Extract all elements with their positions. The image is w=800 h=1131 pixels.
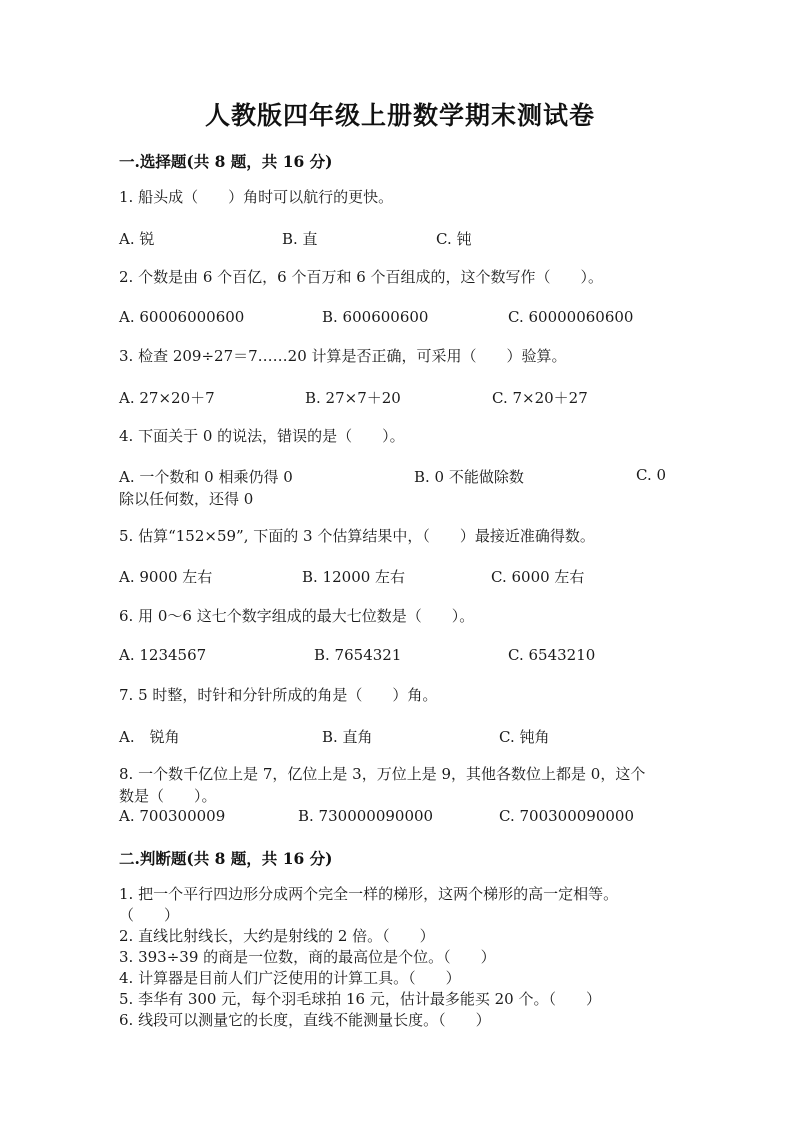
question-7-option-c: C. 钝角 [499, 728, 550, 746]
section-heading-true-false: 二.判断题(共 8 题，共 16 分) [119, 849, 333, 868]
question-5-option-a: A. 9000 左右 [119, 568, 213, 586]
question-6: 6. 用 0～6 这七个数字组成的最大七位数是（ ）。 [119, 607, 475, 625]
question-4-option-c-continued: 除以任何数，还得 0 [119, 490, 254, 508]
question-3-option-c: C. 7×20＋27 [492, 389, 588, 407]
tf-item-6: 6. 线段可以测量它的长度，直线不能测量长度。（ ） [119, 1011, 491, 1029]
tf-item-3: 3. 393÷39 的商是一位数，商的最高位是个位。（ ） [119, 948, 496, 966]
question-4-option-a: A. 一个数和 0 相乘仍得 0 [119, 468, 293, 486]
question-2-option-b: B. 600600600 [322, 308, 429, 326]
question-8-continued: 数是（ ）。 [119, 787, 217, 805]
question-6-option-b: B. 7654321 [314, 646, 402, 664]
question-2: 2. 个数是由 6 个百亿，6 个百万和 6 个百组成的，这个数写作（ ）。 [119, 268, 604, 286]
tf-item-1: 1. 把一个平行四边形分成两个完全一样的梯形，这两个梯形的高一定相等。 [119, 885, 619, 903]
question-8-option-a: A. 700300009 [119, 807, 226, 825]
question-6-option-c: C. 6543210 [508, 646, 596, 664]
question-3-option-a: A. 27×20＋7 [119, 389, 215, 407]
question-2-option-c: C. 60000060600 [508, 308, 634, 326]
section-heading-choice: 一.选择题(共 8 题，共 16 分) [119, 152, 333, 171]
tf-item-1-bracket: （ ） [119, 906, 180, 924]
question-4: 4. 下面关于 0 的说法，错误的是（ ）。 [119, 427, 405, 445]
question-5: 5. 估算“152×59”, 下面的 3 个估算结果中，（ ）最接近准确得数。 [119, 527, 595, 545]
question-3: 3. 检查 209÷27＝7……20 计算是否正确，可采用（ ）验算。 [119, 347, 567, 365]
page-title: 人教版四年级上册数学期末测试卷 [204, 101, 595, 130]
question-1: 1. 船头成（ ）角时可以航行的更快。 [119, 188, 394, 206]
tf-item-2: 2. 直线比射线长，大约是射线的 2 倍。（ ） [119, 927, 435, 945]
question-7-option-a: A. 锐角 [119, 728, 180, 746]
tf-item-5: 5. 李华有 300 元，每个羽毛球拍 16 元，估计最多能买 20 个。（ ） [119, 990, 601, 1008]
question-1-option-a: A. 锐 [119, 230, 155, 248]
question-7: 7. 5 时整，时针和分针所成的角是（ ）角。 [119, 686, 438, 704]
question-6-option-a: A. 1234567 [119, 646, 207, 664]
question-5-option-b: B. 12000 左右 [302, 568, 406, 586]
question-5-option-c: C. 6000 左右 [491, 568, 585, 586]
question-1-option-c: C. 钝 [436, 230, 472, 248]
question-1-option-b: B. 直 [282, 230, 318, 248]
question-4-option-c: C. 0 [636, 466, 667, 484]
question-3-option-b: B. 27×7＋20 [305, 389, 401, 407]
question-8-option-c: C. 700300090000 [499, 807, 634, 825]
question-8: 8. 一个数千亿位上是 7，亿位上是 3，万位上是 9，其他各数位上都是 0，这个 [119, 765, 646, 783]
question-4-option-b: B. 0 不能做除数 [414, 468, 524, 486]
question-8-option-b: B. 730000090000 [298, 807, 434, 825]
question-2-option-a: A. 60006000600 [119, 308, 245, 326]
tf-item-4: 4. 计算器是目前人们广泛使用的计算工具。（ ） [119, 969, 461, 987]
question-7-option-b: B. 直角 [322, 728, 373, 746]
